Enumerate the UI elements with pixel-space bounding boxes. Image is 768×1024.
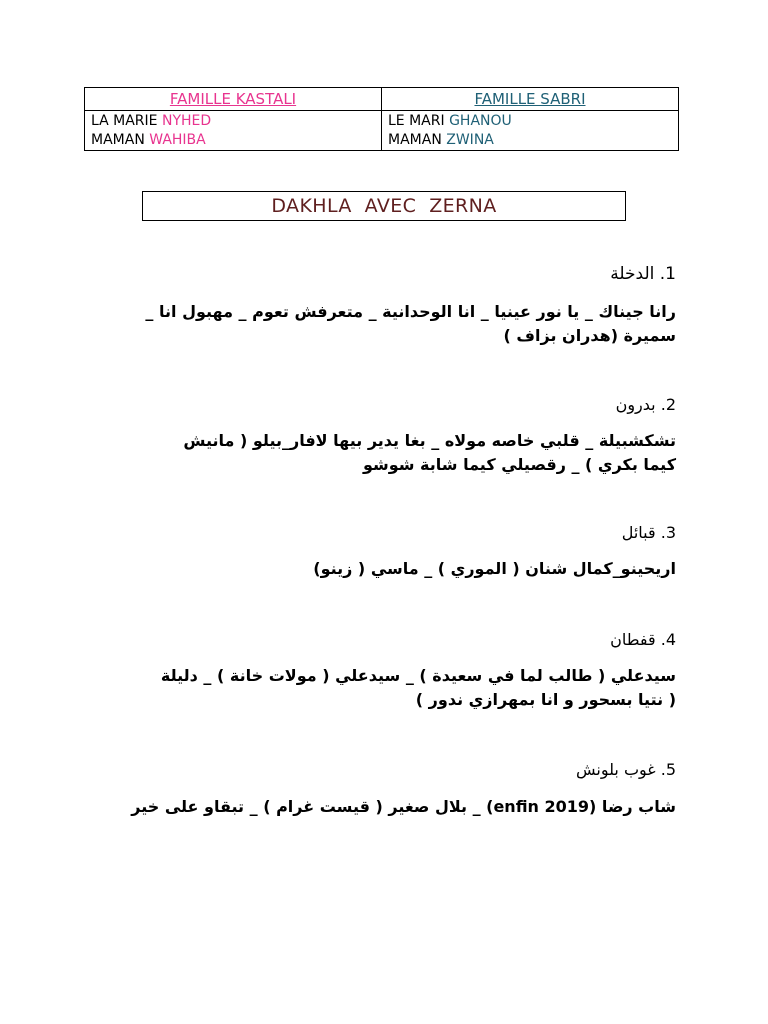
sabri-mother-line [388, 131, 672, 150]
section-1-line-1: رانا جيناك _ يا نور عينيا _ انا الوحدانية _ متعرفش تعوم _ مهبول انا _ [145, 302, 676, 321]
kastali-bride-line [91, 112, 375, 131]
families-header-row [85, 88, 679, 111]
famille-sabri-members [382, 111, 679, 151]
section-2-songs [76, 429, 676, 477]
kastali-mother-label: MAMAN [91, 132, 150, 148]
kastali-mother-line [91, 131, 375, 150]
section-2-line-2: كيما بكري ) _ رقصيلي كيما شابة شوشو [362, 455, 676, 474]
sabri-groom-line [388, 112, 672, 131]
section-4-songs [76, 664, 676, 712]
famille-sabri-title: FAMILLE SABRI [382, 88, 679, 111]
section-4-heading: 4. قفطان [610, 630, 676, 649]
section-2-line-1: تشكشبيلة _ قلبي خاصه مولاه _ بغا يدير بيها لافار_بيلو ( مانيش [183, 431, 676, 450]
section-1-heading: 1. الدخلة [610, 264, 676, 284]
document-title-box [142, 191, 626, 221]
kastali-mother-name: WAHIBA [149, 132, 206, 148]
document-title: DAKHLA AVEC ZERNA [271, 195, 497, 217]
section-4-line-2: ( نتيا بسحور و انا بمهرازي ندور ) [415, 690, 676, 709]
families-members-row [85, 111, 679, 151]
kastali-bride-name: NYHED [161, 113, 212, 129]
section-3-line-1: اريحينو_كمال شنان ( الموري ) _ ماسي ( زينو) [313, 559, 676, 578]
famille-kastali-members [85, 111, 382, 151]
sabri-groom-label: LE MARI [388, 113, 450, 129]
sabri-mother-name: ZWINA [446, 132, 494, 148]
section-3-songs [76, 557, 676, 581]
section-3-heading: 3. قبائل [621, 523, 676, 542]
section-1-songs [76, 300, 676, 348]
section-5-line-1: شاب رضا (enfin 2019) _ بلال صغير ( قيست غرام ) _ تبقاو على خير [131, 797, 676, 816]
section-4-line-1: سيدعلي ( طالب لما في سعيدة ) _ سيدعلي ( مولات خانة ) _ دليلة [160, 666, 676, 685]
section-5-heading: 5. غوب بلونش [575, 760, 676, 779]
section-1-line-2: سميرة (هدران بزاف ) [503, 326, 676, 345]
section-5-songs [76, 795, 676, 819]
families-table [84, 87, 679, 151]
famille-kastali-title: FAMILLE KASTALI [85, 88, 382, 111]
sabri-mother-label: MAMAN [388, 132, 447, 148]
sabri-groom-name: GHANOU [449, 113, 512, 129]
section-2-heading: 2. بدرون [615, 395, 676, 414]
kastali-bride-label: LA MARIE [91, 113, 162, 129]
